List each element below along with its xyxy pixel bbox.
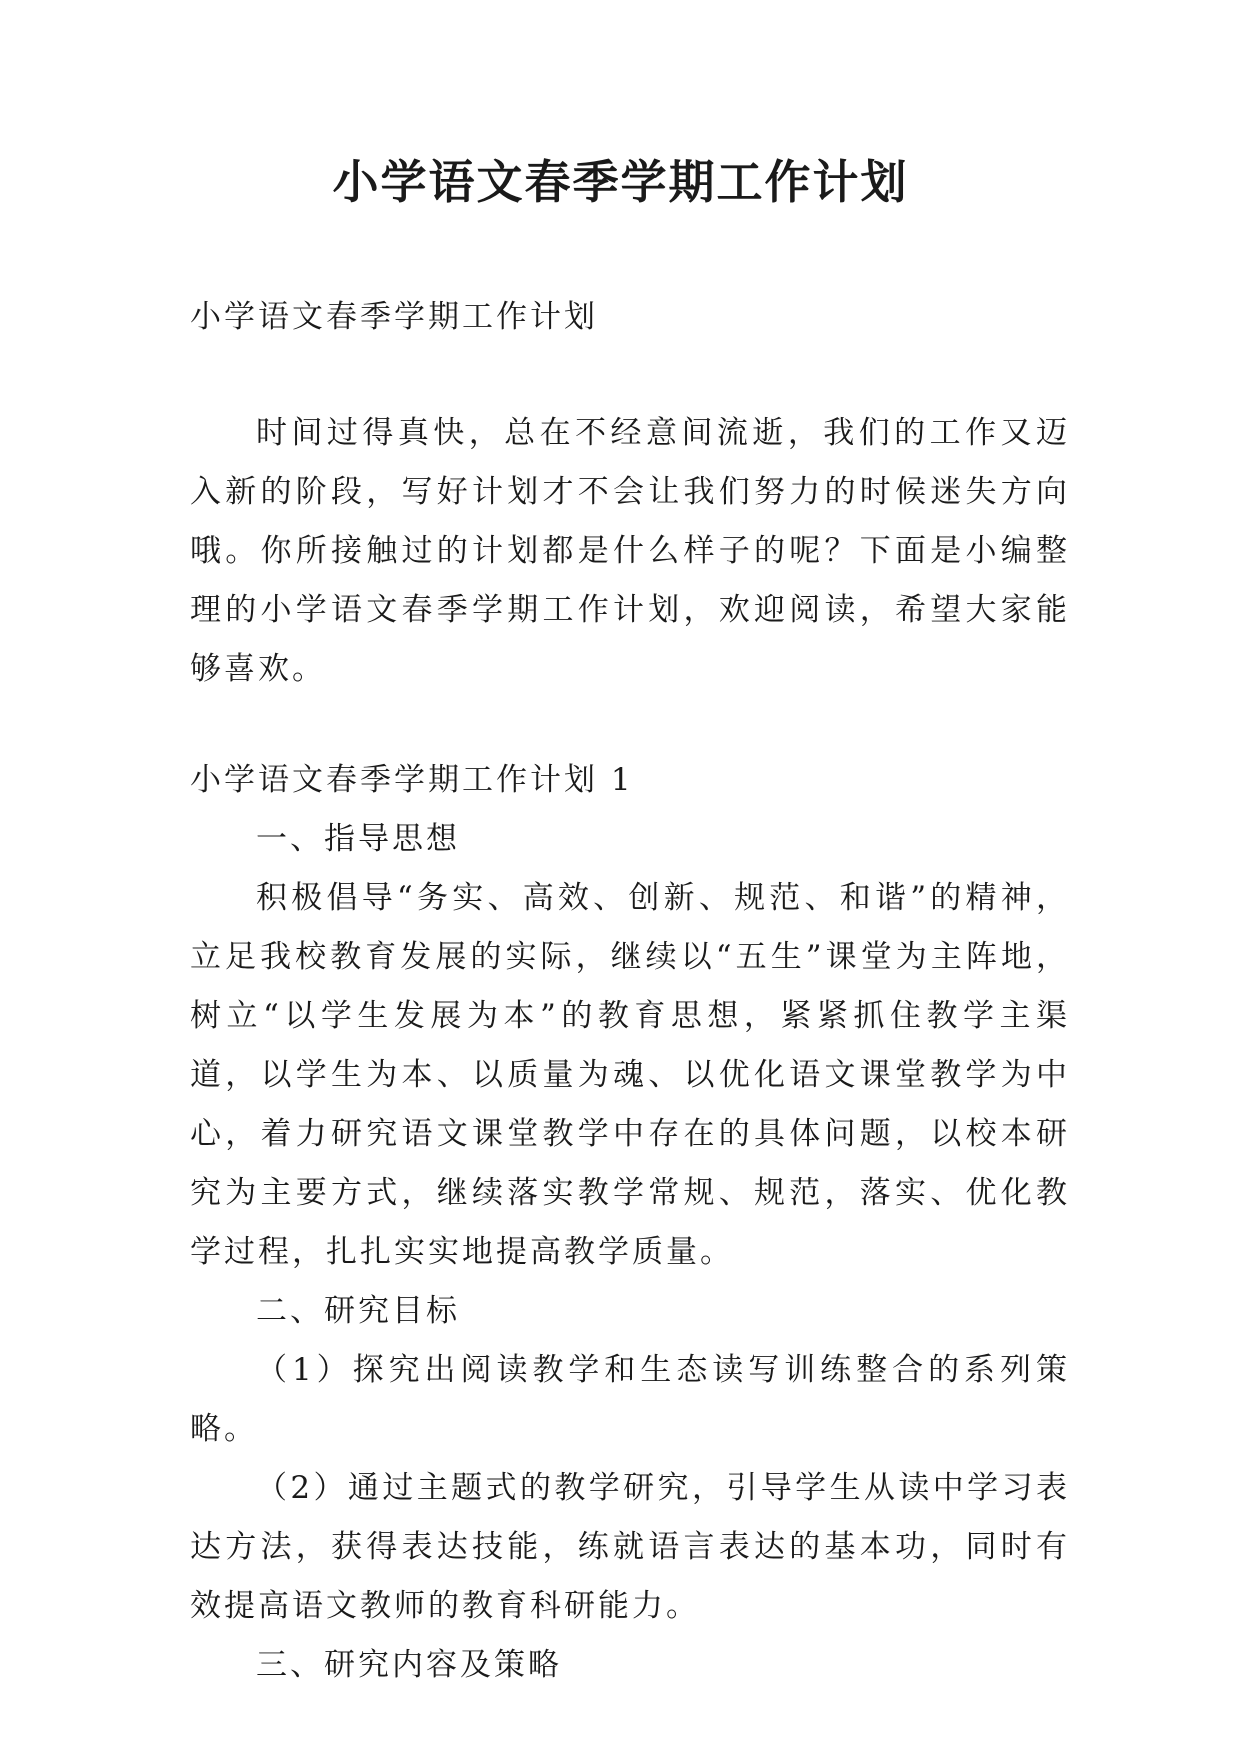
section-title: 小学语文春季学期工作计划 1	[190, 762, 634, 798]
document-subtitle: 小学语文春季学期工作计划	[190, 299, 598, 335]
intro-paragraph: 时间过得真快，总在不经意间流逝，我们的工作又迈入新的阶段，写好计划才不会让我们努力的时候迷失方向哦。你所接触过的计划都是什么样子的呢？下面是小编整理的小学语文春季学期工作计划，欢迎阅读，希望大家能够喜欢。	[190, 415, 1070, 687]
research-goal-2: （2）通过主题式的教学研究，引导学生从读中学习表达方法，获得表达技能，练就语言表达的基本功，同时有效提高语文教师的教育科研能力。	[190, 1470, 1070, 1624]
heading-research-goals: 二、研究目标	[256, 1293, 460, 1329]
document-body	[190, 288, 1070, 1695]
research-goal-1: （1）探究出阅读教学和生态读写训练整合的系列策略。	[190, 1352, 1070, 1447]
document-title: 小学语文春季学期工作计划	[332, 155, 909, 209]
heading-guiding-ideology: 一、指导思想	[256, 821, 460, 857]
heading-research-content: 三、研究内容及策略	[256, 1647, 562, 1683]
paragraph-guiding-ideology: 积极倡导“务实、高效、创新、规范、和谐”的精神，立足我校教育发展的实际，继续以“五生”课堂为主阵地，树立“以学生发展为本”的教育思想，紧紧抓住教学主渠道，以学生为本、以质量为魂、以优化语文课堂教学为中心，着力研究语文课堂教学中存在的具体问题，以校本研究为主要方式，继续落实教学常规、规范，落实、优化教学过程，扎扎实实地提高教学质量。	[190, 880, 1070, 1270]
